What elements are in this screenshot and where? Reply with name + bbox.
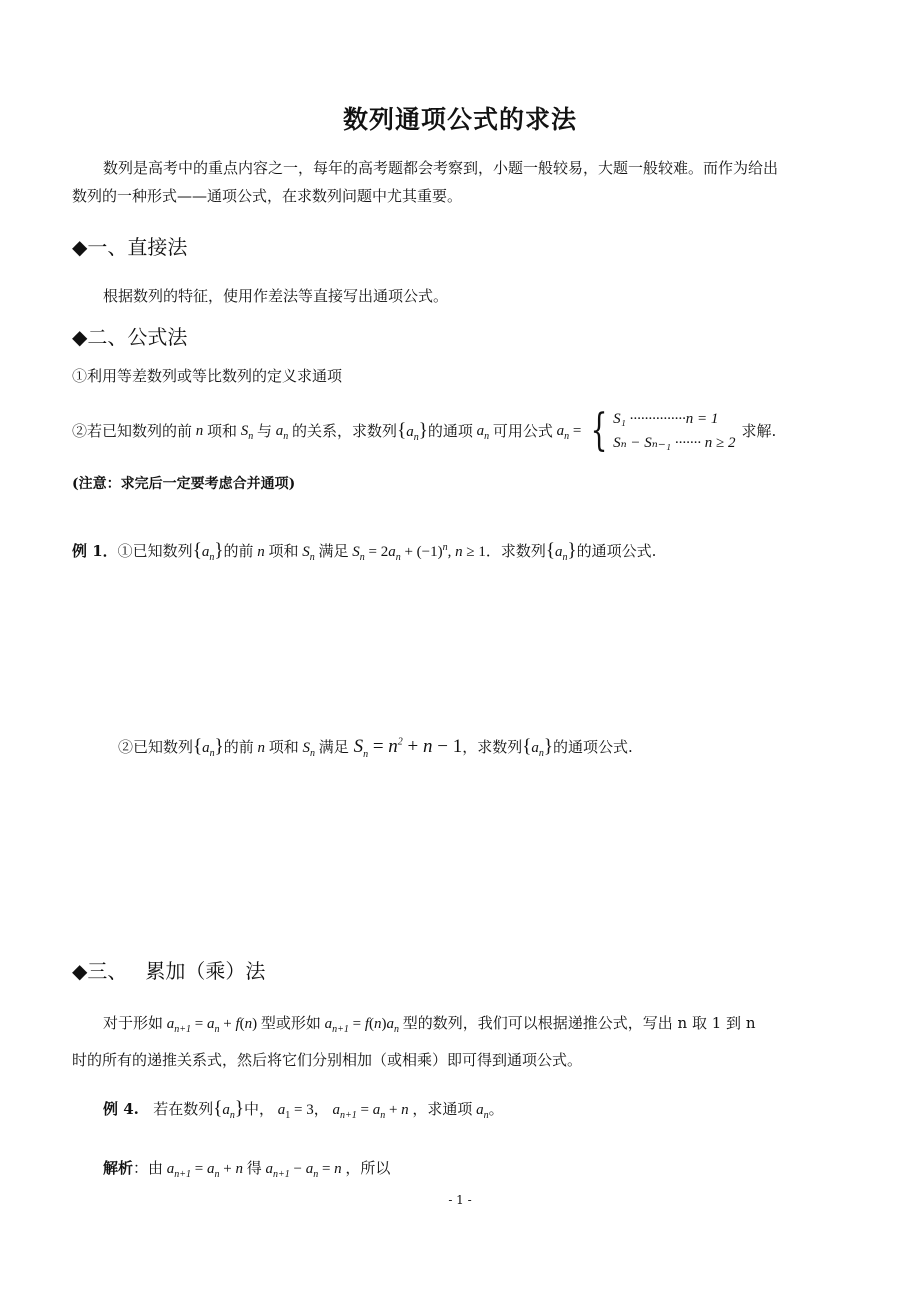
ex4-text-e: 。	[488, 1100, 504, 1118]
item2-text-a: ②若已知数列的前	[72, 422, 193, 440]
section3-title: 累加（乘）法	[145, 959, 266, 983]
item2-text-e: 的通项	[427, 422, 473, 440]
item2-text-c: 与	[257, 422, 273, 440]
section2-heading	[72, 321, 187, 350]
section3-text-line2: 时的所有的递推关系式，然后将它们分别相加（或相乘）即可得到通项公式。	[72, 1051, 583, 1069]
section2-item2: ②若已知数列的前 n 项和 $S_n$ 与 $a_n$ 的关系，求数列 $\{a_n\}$ 的通项 $a_n$ 可用公式 $a_n$ = { S₁ ···············n = 1 Sₙ − Sₙ₋₁ ······· n ≥ 2 求解.	[72, 405, 777, 456]
section1-heading	[72, 231, 187, 260]
ex1-p2-text-f: 的通项公式.	[552, 738, 633, 756]
section2-title: 二、公式法	[87, 325, 188, 349]
ex1-text-e: ．求数列	[485, 542, 546, 560]
ex1-text-d: 满足	[318, 542, 349, 560]
ex1-text-a: ①已知数列	[117, 542, 193, 560]
ex4-text-c: ，	[313, 1100, 329, 1118]
ex1-p2-text-a: ②已知数列	[118, 738, 194, 756]
section1-text: 根据数列的特征，使用作差法等直接写出通项公式。	[103, 287, 449, 305]
solution-label: 解析	[103, 1159, 134, 1177]
diamond-icon: ◆	[72, 959, 88, 983]
section3-number: 三、	[87, 959, 128, 983]
piecewise-cases	[613, 407, 735, 455]
item2-text-g: 求解.	[741, 422, 777, 440]
ex1-text-c: 项和	[268, 542, 299, 560]
item2-text-b: 项和	[207, 422, 238, 440]
page-number: - 1 -	[448, 1193, 472, 1207]
example4: 例 4. 若在数列$\{a_n\}$中， $a_1 = 3$， $a_{n+1} = a_n + n$ ，求通项 $a_n$。	[103, 1098, 504, 1121]
ex1-text-b: 的前	[223, 542, 254, 560]
section3-text-line1: 对于形如 $a_{n+1} = a_n + f(n)$ 型或形如 $a_{n+1} = f(n)a_n$ 型的数列，我们可以根据递推公式，写出 n 取 1 到 n	[103, 1014, 756, 1035]
ex1-p2-text-d: 满足	[318, 738, 349, 756]
item2-text-f: 可用公式	[492, 422, 553, 440]
s3-text-b: 型或形如	[260, 1014, 321, 1032]
s3-text-a: 对于形如	[103, 1014, 164, 1032]
sol-text-b: 得	[246, 1159, 262, 1177]
example1-part1: 例 1．①已知数列$\{a_n\}$的前 n 项和 $S_n$ 满足 $S_n = 2a_n + (-1)^n$, n ≥ 1．求数列$\{a_n\}$的通项公式.	[72, 540, 657, 563]
item2-text-d: 的关系，求数列	[292, 422, 398, 440]
page-title: 数列通项公式的求法	[342, 105, 577, 134]
ex1-p2-text-c: 项和	[268, 738, 299, 756]
ex4-text-b: 中，	[243, 1100, 274, 1118]
ex1-p2-text-e: ，求数列	[462, 738, 523, 756]
sol-text-c: ，所以	[345, 1159, 391, 1177]
diamond-icon: ◆	[72, 235, 88, 259]
ex4-text-a: 若在数列	[153, 1100, 214, 1118]
ex4-text-d: ，求通项	[412, 1100, 473, 1118]
example1-part2: ②已知数列$\{a_n\}$的前 n 项和 $S_n$ 满足 $S_n = n^2 + n - 1$，求数列$\{a_n\}$的通项公式.	[118, 736, 633, 760]
ex1-text-f: 的通项公式.	[576, 542, 657, 560]
ex1-p2-text-b: 的前	[223, 738, 254, 756]
section2-item1: ①利用等差数列或等比数列的定义求通项	[72, 367, 343, 385]
brace-icon: {	[590, 405, 608, 456]
sol-text-a: ：由	[133, 1159, 164, 1177]
example1-label: 例 1．	[72, 542, 118, 560]
case-row-1: S₁ ···············n = 1	[613, 411, 719, 427]
note-text: (注意：求完后一定要考虑合并通项)	[72, 476, 296, 492]
s3-text-c: 型的数列，我们可以根据递推公式，写出 n 取 1 到 n	[402, 1014, 756, 1032]
section3-heading	[72, 955, 265, 984]
intro-paragraph-line2: 数列的一种形式——通项公式，在求数列问题中尤其重要。	[72, 187, 463, 205]
diamond-icon: ◆	[72, 325, 88, 349]
example4-label: 例 4.	[103, 1100, 139, 1118]
solution: 解析：由 $a_{n+1} = a_n + n$ 得 $a_{n+1} - a_n = n$ ，所以	[103, 1159, 391, 1180]
case-row-2: Sₙ − Sₙ₋₁ ······· n ≥ 2	[613, 435, 736, 451]
section1-title: 一、直接法	[87, 235, 188, 259]
intro-paragraph-line1: 数列是高考中的重点内容之一，每年的高考题都会考察到，小题一般较易，大题一般较难。而作为给出	[103, 159, 779, 177]
